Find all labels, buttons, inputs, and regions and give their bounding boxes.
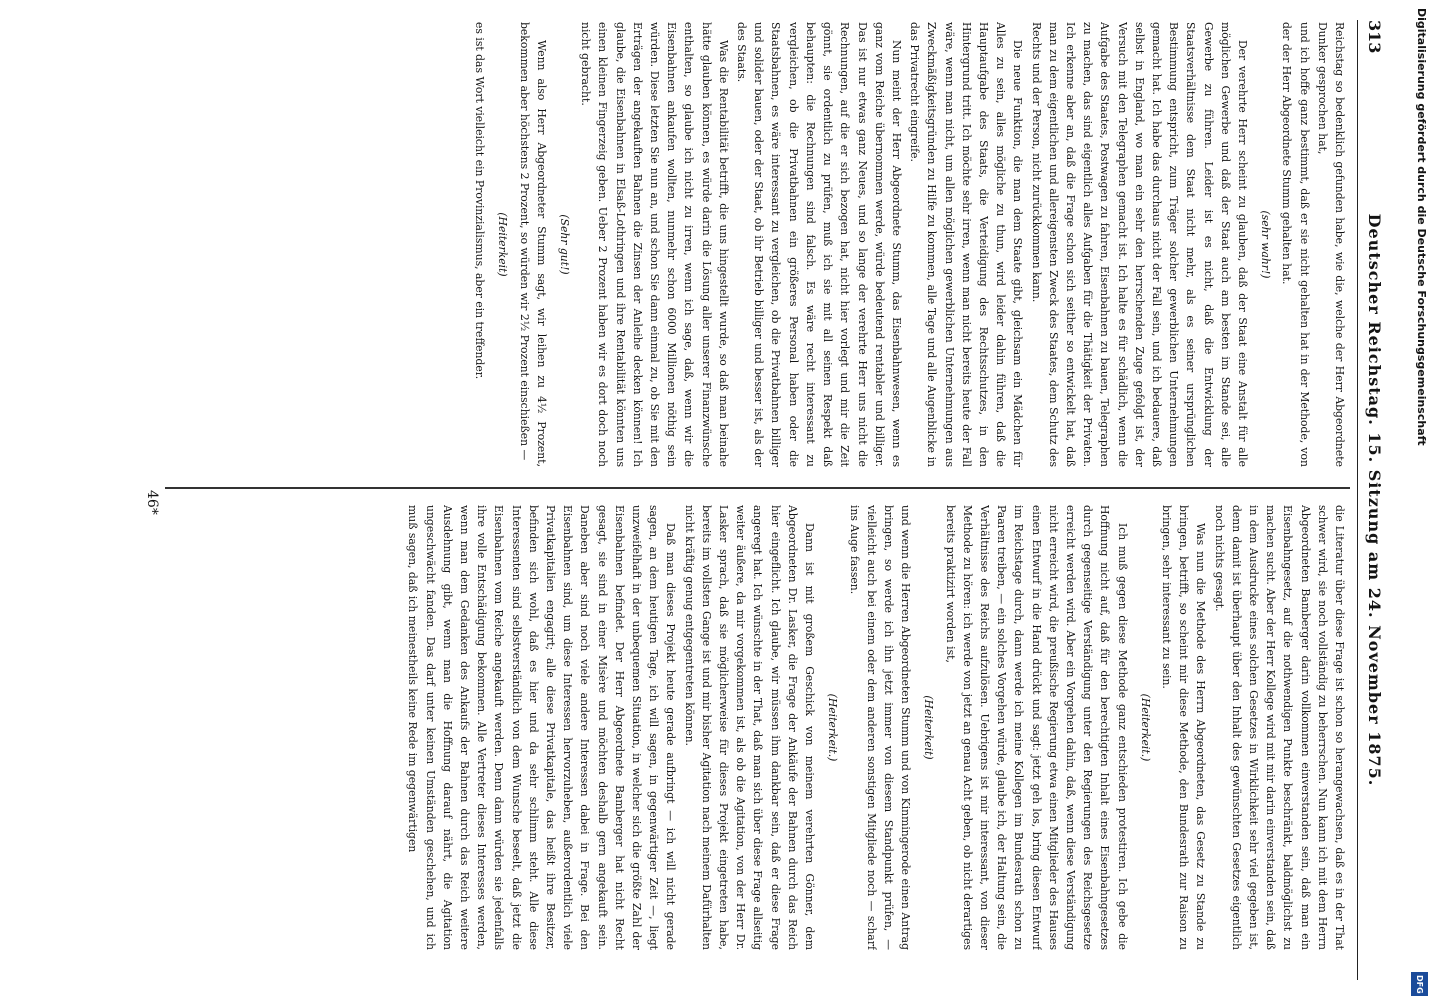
paragraph: Dann ist mit großem Geschick von meinem verehrten Gönner, dem Abgeordneten Dr. Lasker, die Frage der Ankäufe der Bahnen durch das Reich hier eingeflicht. Ich glaube, wir müssen ihm dankbar sein, daß er diese Frage angeregt hat. Ich wünschte in der That, daß man sich über diese Frage allseitig weiter äußere, da mir vorgekommen ist, als ob die Agitation, von der Herr Dr. Lasker sprach, daß sie möglicherweise für dieses Projekt eingetreten habe, bereits im vollsten Gange ist und mir bisher Agitation nach meinem Dafürhalten nicht kräftig genug entgegentreten können. [682, 505, 817, 950]
running-title: Deutscher Reichstag. 15. Sitzung am 24. November 1875. [1365, 213, 1384, 787]
document-page [110, 0, 1400, 1000]
paragraph: Wenn also Herr Abgeordneter Stumm sagt, wir leihen zu 4½ Prozent, bekommen aber höchstens 2 Prozent, so würden wir 2½ Prozent einschießen — [517, 22, 548, 467]
interjection: (sehr wahr!) [1259, 210, 1273, 279]
signature-mark: 46* [144, 490, 160, 515]
paragraph: Was nun die Methode des Herrn Abgeordneten, das Gesetz zu Stande zu bringen, betrifft, so scheint mir diese Methode, den Bundesrath zur Raison zu bringen, sehr interessant zu sein. [1159, 505, 1208, 950]
paragraph: und ich hoffe ganz bestimmt, daß er sie nicht gehalten hat in der Methode, von der der Herr Abgeordnete Stumm gehalten hat. [1280, 22, 1311, 467]
dfg-logo: DFG [1411, 972, 1428, 996]
paragraph: es ist das Wort vielleicht ein Provinzialismus, aber ein treffender. [473, 22, 487, 380]
paragraph: und wenn die Herren Abgeordneten Stumm und von Kinmingerode einen Antrag bringen, so werde ich ihn jetzt immer von diesem Standpunkt prüfen, — vielleicht auch bei einem oder dem anderen sonstigen Mitgliede noch — scharf ins Auge fassen. [847, 505, 913, 950]
paragraph: Was die Rentabilität betrifft, die uns hingestellt wurde, so daß man beinahe hätte glauben können, es würde darin die Lösung aller unserer Finanzwünsche enthalten, so glaube ich nicht zu irren, wenn ich sage, daß, wenn wir die Eisenbahnen ankaufen wollten, nunmehr schon 6000 Millionen nöthig sein würden. Diese letzten Sie nun an, und schon Sie dann einmal zu, ob Sie mit den Erträgen der angekauften Bahnen die Zinsen der Anleihe decken können! Ich glaube, die Eisenbahnen in Elsaß-Lothringen und ihre Rentabilität könnten uns einen kleinen Fingerzeig geben. Ueber 2 Prozent haben wir es dort doch noch nicht gebracht. [579, 22, 730, 467]
page-number: 313 [1365, 20, 1384, 54]
paragraph: Reichstag so bedenklich gefunden habe, wie die, welche der Herr Abgeordnete Dunker gesprochen hat, [1315, 22, 1346, 467]
paragraph: die Literatur über diese Frage ist schon so herangewachsen, daß es in der That schwer wird, sie noch vollständig zu beherrschen. Nun kann ich mit dem Herrn Abgeordneten Bamberger darin vollkommen einverstanden sein, daß man ein Eisenbahngesetz, auf die nothwendigen Punkte beschränkt, baldmöglichst zu machen sucht. Aber der Herr Kollege wird mit mir darin einverstanden sein, daß in dem Ausdrucke eines solchen Gesetzes in Wirklichkeit sehr viel gegeben ist, denn damit ist überhaupt über den Inhalt des gewünschten Gesetzes eigentlich noch nichts gesagt. [1212, 505, 1346, 950]
paragraph: Der verehrte Herr scheint zu glauben, daß der Staat eine Anstalt für alle möglichen Gewerbe und daß der Staat auch am besten im Stande sei, alle Gewerbe zu führen. Leider ist es nicht, daß die Entwicklung der Staatsverhältnisse dem Staat nicht mehr, als es seiner ursprünglichen Bestimmung entspricht, zum Träger solcher gewerblichen Unternehmungen gemacht hat. Ich habe das durchaus nicht der Fall sein, und ich bedauere, daß selbst in England, wo man ein sehr den herrschenden Zuge gefolgt ist, der Versuch mit den Telegraphen gemacht ist. Ich halte es für schädlich, wenn die Aufgabe des Staates, Postwagen zu fahren, Eisenbahnen zu bauen, Telegraphen zu machen, das sind eigentlich alles Aufgaben für die Thätigkeit der Privaten. Ich erkenne aber an, daß die Frage schon sich seither so entwickelt hat, daß man zu dem eigentlichen und allereigensten Zweck des Staates, dem Schutz des Rechts und der Person, nicht zurückkommen kann. [1029, 22, 1249, 467]
interjection: (Heiterkeit.) [1138, 693, 1152, 762]
paragraph: Die neue Funktion, die man dem Staate gibt, gleichsam ein Mädchen für Alles zu sein, alles mögliche zu thun, wird leider dahin führen, daß die Hauptaufgabe des Staats, die Verteidigung des Rechtsschutzes, in den Hintergrund tritt. Ich möchte sehr irren, wenn man nicht bereits heute der Fall wäre, wenn man nicht, um allen möglichen gewerblichen Unternehmungen aus Zweckmäßigkeitsgründen zu Hilfe zu kommen, alle Tage und alle Augenblicke in das Privatrecht eingreife. [908, 22, 1025, 467]
paragraph: Nun meint der Herr Abgeordnete Stumm, das Eisenbahnwesen, wenn es ganz vom Reiche übernommen werde, würde bedeutend rentabler und billiger. Das ist nur etwas ganz Neues, und so lange der verehrte Herr uns nicht die Rechnungen, auf die er sich bezogen hat, nicht hier vorlegt und mir die Zeit gönnt, sie ordentlich zu prüfen, muß ich sie mit all seinen Respekt daß behaupten: die Rechnungen sind falsch. Es wäre recht interessant zu vergleichen, ob die Privatbahnen ein größeres Personal haben oder die Staatsbahnen, es wäre interessant zu vergleichen, ob die Privatbahnen billiger und solider bauen, oder der Staat, ob ihr Betrieb billiger und besser ist, als der des Staats. [735, 22, 903, 467]
paragraph: Ich muß gegen diese Methode ganz entschieden protestiren. Ich gebe die Hoffnung nicht auf, daß für den berechtigten Inhalt eines Eisenbahngesetzes durch gegenseitige Verständigung unter den Regierungen des Reichsgesetze erreicht werden wird. Aber ein Vorgehen dahin, daß, wenn diese Verständigung nicht erreicht wird, die preußische Regierung etwa einen Mitglieder des Hauses einen Entwurf in die Hand drückt und sagt: jetzt geh los, bring diesen Entwurf im Reichstage durch, dann werde ich meine Kollegen im Bundesrath schon zu Paaren treiben, — ein solches Vorgehen würde, glaube ich, der Haltung sein, die Verhältnisse des Reichs aufzulösen. Uebrigens ist mir interessant, von dieser Methode zu hören: ich werde von jetzt an genau Acht geben, ob nicht derartiges bereits praktizirt worden ist, [943, 505, 1129, 950]
interjection: (Heiterkeit) [922, 695, 936, 760]
column-divider [165, 487, 1350, 489]
left-column [168, 22, 1348, 467]
paragraph: Daß man dieses Projekt heute gerade aufbringt — ich will nicht gerade sagen, an dem heutigen Tage, ich will sagen, in gegenwärtiger Zeit —, liegt unzweifelhaft in der unbequemen Situation, in welcher sich die größte Zahl der Eisenbahnen befindet. Der Herr Abgeordnete Bamberger hat nicht Recht gesagt, sie sind in einer Misère und möchten deshalb gern angekauft sein. Daneben aber sind noch viele andere Interessen dabei in Frage. Bei den Eisenbahnen sind, um diese Interessen hervorzuheben, außerordentlich viele Privatkapitalien engagirt; alle diese Privatkapitale, das heißt ihre Besitzer, befinden sich wohl, daß es hier und da sehr schlimm steht. Alle diese Interessenten sind selbstverständlich von dem Wunsche beseelt, daß jetzt die Eisenbahnen vom Reiche angekauft werden. Denn dann würden sie jedenfalls ihre volle Entschädigung bekommen. Alle Vertreter dieses Interesses werden, wenn man dem Gedanken des Ankaufs der Bahnen durch das Reich weitere Ausdehnung gibt, wenn man die Hoffnung darauf nährt, die Agitation ungeschwächt fanden. Das darf unter keinen Umständen geschehen, und ich muß sagen, daß ich meinestheils keine Rede im gegenwärtigen [406, 505, 678, 950]
digitization-credit [1408, 0, 1432, 1000]
credit-text: Digitalisierung gefördert durch die Deutsche Forschungsgemeinschaft [1415, 8, 1428, 446]
right-column [168, 505, 1348, 950]
interjection: (Heiterkeit.) [826, 693, 840, 762]
interjection: (Sehr gut!) [558, 214, 572, 275]
page-header [1357, 20, 1392, 980]
interjection: (Heiterkeit) [496, 212, 510, 277]
